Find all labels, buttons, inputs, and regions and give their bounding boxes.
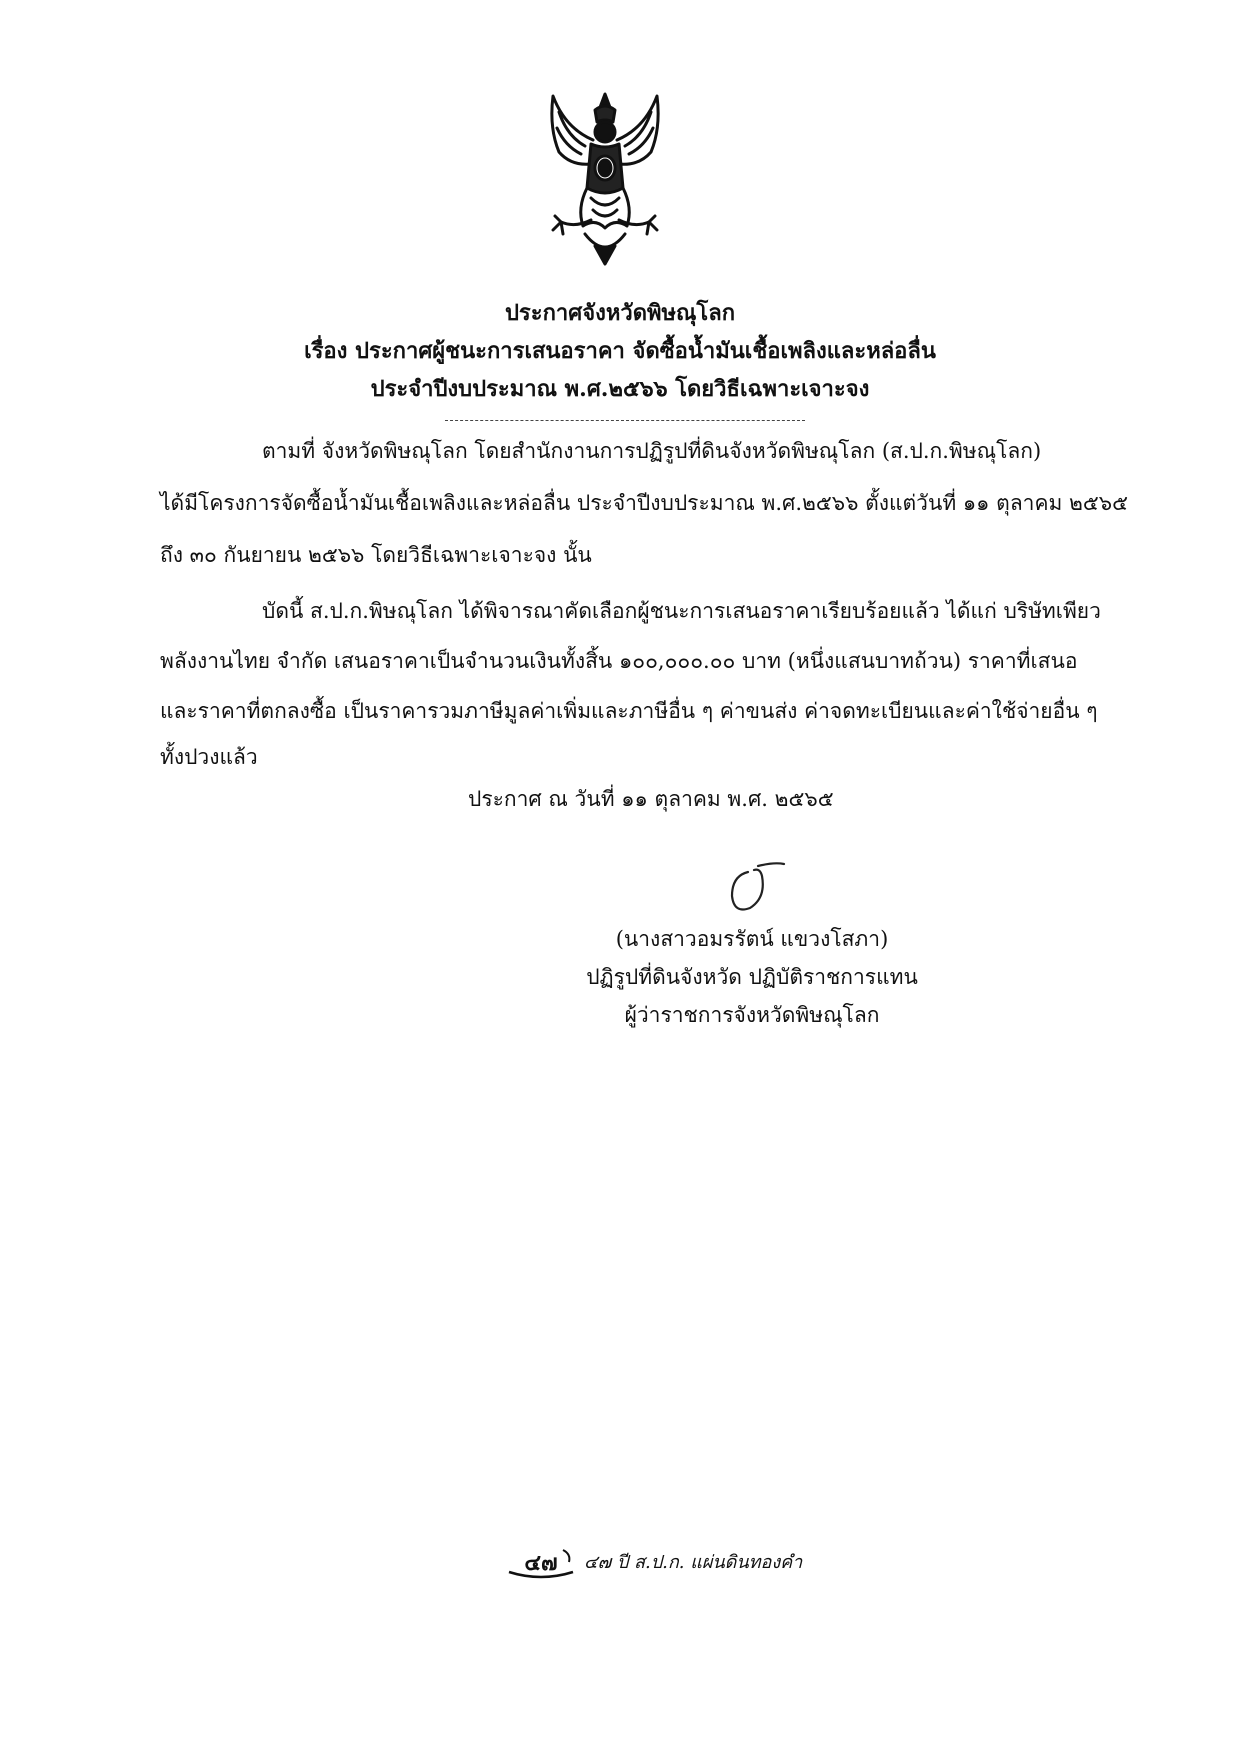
- paragraph-2-line-1: บัดนี้ ส.ป.ก.พิษณุโลก ได้พิจารณาคัดเลือกผู้ชนะการเสนอราคาเรียบร้อยแล้ว ได้แก่ บริษัทเพียว: [262, 599, 1101, 623]
- footer-slogan: ๔๗ ปี ส.ป.ก. แผ่นดินทองคำ: [584, 1552, 803, 1573]
- handwritten-signature: [718, 858, 792, 920]
- paragraph-2-line-3: และราคาที่ตกลงซื้อ เป็นราคารวมภาษีมูลค่าเพิ่มและภาษีอื่น ๆ ค่าขนส่ง ค่าจดทะเบียนและค่าใช้จ่ายอื่น ๆ: [160, 699, 1098, 723]
- announcement-subject: เรื่อง ประกาศผู้ชนะการเสนอราคา จัดซื้อน้ำมันเชื้อเพลิงและหล่อลื่น: [304, 338, 936, 364]
- paragraph-1-line-3: ถึง ๓๐ กันยายน ๒๕๖๖ โดยวิธีเฉพาะเจาะจง นั้น: [160, 543, 592, 567]
- announcement-subject-cont: ประจำปีงบประมาณ พ.ศ.๒๕๖๖ โดยวิธีเฉพาะเจาะจง: [370, 376, 870, 402]
- announcement-date: ประกาศ ณ วันที่ ๑๑ ตุลาคม พ.ศ. ๒๕๖๕: [468, 787, 834, 811]
- signatory-position: ปฏิรูปที่ดินจังหวัด ปฏิบัติราชการแทน: [586, 965, 918, 989]
- svg-text:๔๗: ๔๗: [524, 1550, 558, 1576]
- dashed-divider: [445, 420, 805, 421]
- garuda-emblem-icon: [535, 88, 675, 268]
- anniversary-logo-icon: [505, 1546, 577, 1580]
- paragraph-1-line-2: ได้มีโครงการจัดซื้อน้ำมันเชื้อเพลิงและหล่อลื่น ประจำปีงบประมาณ พ.ศ.๒๕๖๖ ตั้งแต่วันที่ ๑๑ ตุลาคม ๒๕๖๕: [160, 491, 1128, 515]
- announcement-title: ประกาศจังหวัดพิษณุโลก: [504, 300, 736, 326]
- paragraph-2-line-2: พลังงานไทย จำกัด เสนอราคาเป็นจำนวนเงินทั้งสิ้น ๑๐๐,๐๐๐.๐๐ บาท (หนึ่งแสนบาทถ้วน) ราคาที่เสนอ: [160, 649, 1078, 673]
- paragraph-1-line-1: ตามที่ จังหวัดพิษณุโลก โดยสำนักงานการปฏิรูปที่ดินจังหวัดพิษณุโลก (ส.ป.ก.พิษณุโลก): [262, 439, 1042, 463]
- paragraph-2-line-4: ทั้งปวงแล้ว: [160, 745, 258, 769]
- signatory-position-governor: ผู้ว่าราชการจังหวัดพิษณุโลก: [624, 1003, 880, 1027]
- signatory-name: (นางสาวอมรรัตน์ แขวงโสภา): [615, 927, 889, 951]
